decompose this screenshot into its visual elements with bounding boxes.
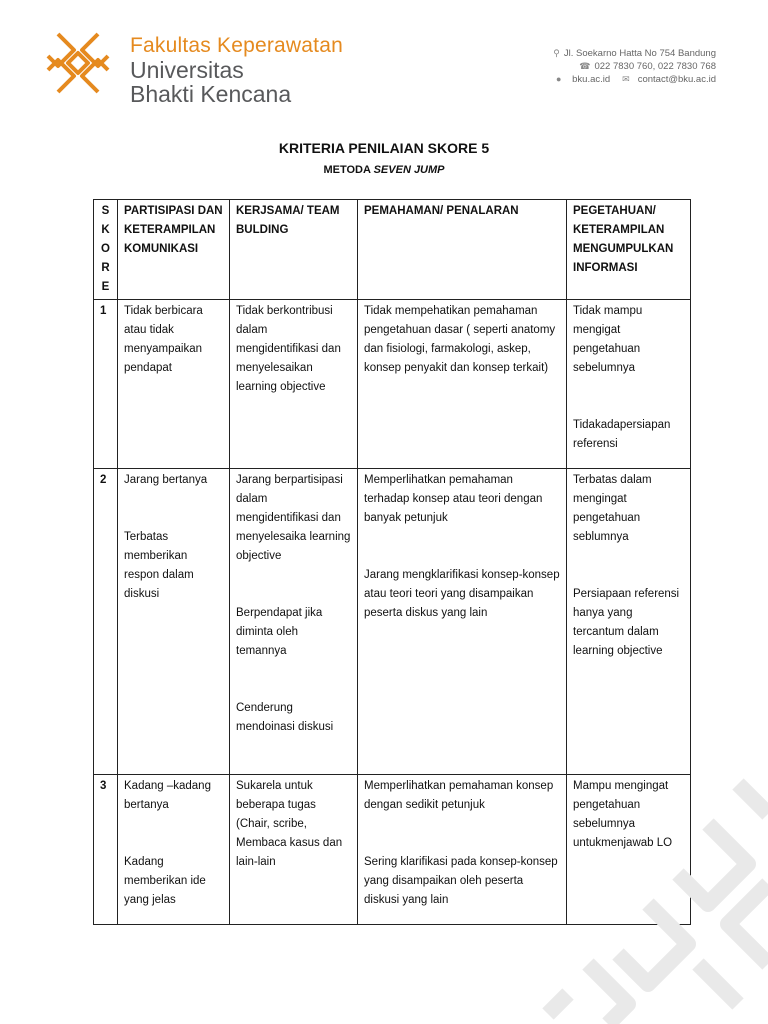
table-header-row [94,200,691,300]
document-subtitle [0,164,768,176]
cell-pengetahuan: Terbatas dalam mengingat pengetahuan seblumnya Persiapaan referensi hanya yang tercantum dalam learning objective [567,469,691,775]
email-text: contact@bku.ac.id [637,74,716,85]
phone-icon: ☎ [579,61,591,71]
cell-partisipasi: Kadang –kadang bertanya Kadang memberikan ide yang jelas [118,775,230,925]
header-pemahaman: PEMAHAMAN/ PENALARAN [358,200,567,300]
address-text: Jl. Soekarno Hatta No 754 Bandung [563,48,716,59]
cell-pemahaman: Memperlihatkan pemahaman terhadap konsep atau teori dengan banyak petunjuk Jarang mengklarifikasi konsep-konsep atau teori teori yang disampaikan peserta diskus yang lain [358,469,567,775]
header-partisipasi: PARTISIPASI DAN KETERAMPILAN KOMUNIKASI [118,200,230,300]
skore-letter: K [101,224,110,236]
header-pengetahuan: PEGETAHUAN/ KETERAMPILAN MENGUMPULKAN INFORMASI [567,200,691,300]
skore-letter: O [101,243,110,255]
table-row [94,300,691,469]
subtitle-prefix: METODA [323,164,374,176]
cell-partisipasi: Tidak berbicara atau tidak menyampaikan pendapat [118,300,230,469]
phone-text: 022 7830 760, 022 7830 768 [594,61,716,72]
subtitle-method: SEVEN JUMP [373,164,445,176]
cell-pemahaman: Memperlihatkan pemahaman konsep dengan sedikit petunjuk Sering klarifikasi pada konsep-konsep yang disampaikan oleh peserta diskusi yang lain [358,775,567,925]
document-title: KRITERIA PENILAIAN SKORE 5 [278,140,490,156]
skor-cell: 1 [94,300,118,469]
cell-pemahaman: Tidak mempehatikan pemahaman pengetahuan dasar ( seperti anatomy dan fisiologi, farmakologi, askep, konsep penyakit dan konsep terkait) [358,300,567,469]
brand-faculty: Fakultas Keperawatan [130,34,343,57]
cell-partisipasi: Jarang bertanya Terbatas memberikan respon dalam diskusi [118,469,230,775]
logo-watermark-icon [508,764,768,1024]
faculty-logo-icon [38,30,118,96]
header-skore [94,200,118,300]
website-text: bku.ac.id [572,74,611,85]
skor-cell: 3 [94,775,118,925]
brand-university: Universitas [130,57,244,83]
globe-icon: ● [556,74,562,84]
cell-kerjasama: Tidak berkontribusi dalam mengidentifikasi dan menyelesaikan learning objective [230,300,358,469]
skore-letter: S [101,205,110,217]
cell-kerjasama: Jarang berpartisipasi dalam mengidentifikasi dan menyelesaika learning objective Berpendapat jika diminta oleh temannya Cenderung mendoinasi diskusi [230,469,358,775]
header-kerjasama: KERJSAMA/ TEAM BULDING [230,200,358,300]
brand-name: Bhakti Kencana [130,81,292,107]
skore-letter: E [101,281,110,293]
location-pin-icon: ⚲ [553,48,560,58]
brand-text [130,34,343,106]
cell-pengetahuan: Mampu mengingat pengetahuan sebelumnya untukmenjawab LO [567,775,691,925]
table-row [94,469,691,775]
contact-block [553,47,716,86]
skore-letter: R [101,262,110,274]
cell-kerjasama: Sukarela untuk beberapa tugas (Chair, scribe, Membaca kasus dan lain-lain [230,775,358,925]
cell-pengetahuan: Tidak mampu mengigat pengetahuan sebelumnya Tidakadapersiapan referensi [567,300,691,469]
skor-cell: 2 [94,469,118,775]
email-icon: ✉ [622,74,630,84]
